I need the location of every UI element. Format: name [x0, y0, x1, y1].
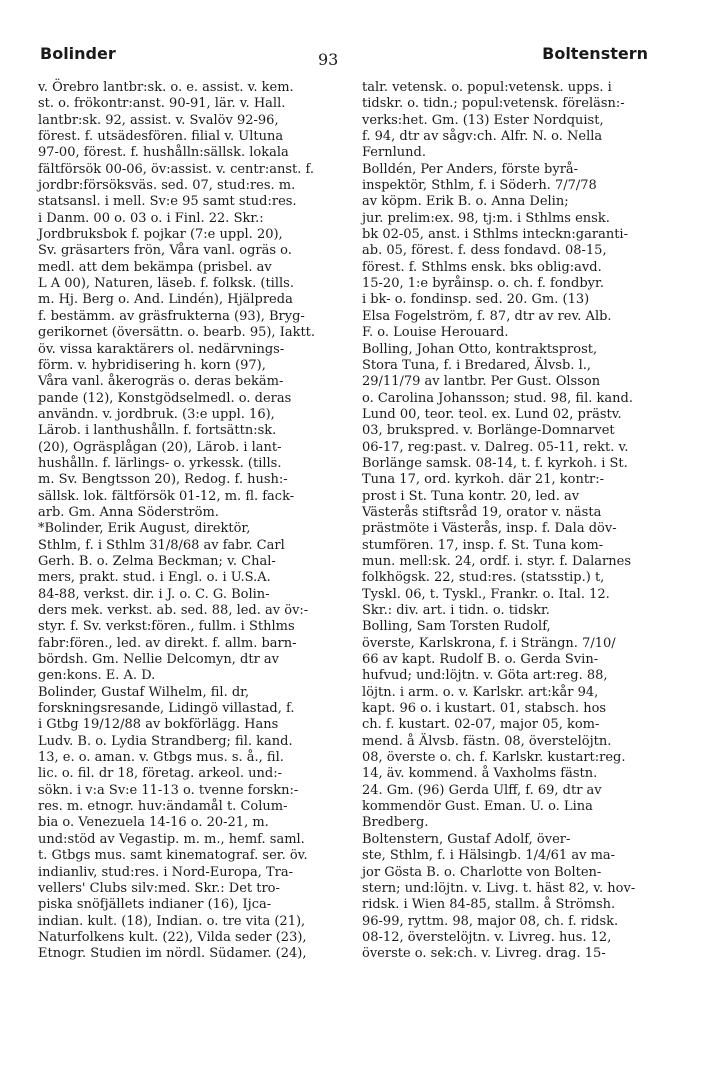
text-line: i Danm. 00 o. 03 o. i Finl. 22. Skr.:	[38, 210, 264, 226]
text-line: f. bestämm. av gräsfrukterna (93), Bryg-	[38, 308, 305, 324]
text-line: v. Örebro lantbr:sk. o. e. assist. v. kem.	[38, 80, 294, 95]
text-line: indian. kult. (18), Indian. o. tre vita (21),	[38, 913, 306, 929]
text-line: ch. f. kustart. 02-07, major 05, kom-	[362, 717, 600, 733]
text-line: 14, äv. kommend. å Vaxholms fästn.	[362, 766, 598, 782]
text-line: 84-88, verkst. dir. i J. o. C. G. Bolin-	[38, 586, 270, 602]
text-line: Jordbruksbok f. pojkar (7:e uppl. 20),	[38, 227, 283, 243]
text-line: Elsa Fogelström, f. 87, dtr av rev. Alb.	[362, 308, 612, 324]
running-head-right: Boltenstern	[542, 44, 648, 63]
text-line: bördsh. Gm. Nellie Delcomyn, dtr av	[38, 652, 280, 668]
text-line: medl. att dem bekämpa (prisbel. av	[38, 259, 272, 275]
text-line: användn. v. jordbruk. (3:e uppl. 16),	[38, 406, 275, 422]
text-line: Tyskl. 06, t. Tyskl., Frankr. o. Ital. 12.	[362, 586, 610, 602]
text-line: 97-00, förest. f. hushålln:sällsk. lokala	[38, 145, 289, 161]
text-line: 66 av kapt. Rudolf B. o. Gerda Svin-	[362, 652, 599, 668]
text-line: öv. vissa karaktärers ol. nedärvnings-	[38, 341, 285, 357]
text-line: Etnogr. Studien im nördl. Südamer. (24),	[38, 946, 307, 962]
text-line: sökn. i v:a Sv:e 11-13 o. tvenne forskn:-	[38, 782, 299, 798]
text-line: 13, e. o. aman. v. Gtbgs mus. s. å., fil.	[38, 750, 284, 766]
text-line: överste, Karlskrona, f. i Strängn. 7/10/	[362, 635, 616, 651]
text-line: löjtn. i arm. o. v. Karlskr. art:kår 94,	[362, 684, 599, 700]
text-line: o. Carolina Johansson; stud. 98, fil. kand.	[362, 390, 633, 406]
text-line: indianliv, stud:res. i Nord-Europa, Tra-	[38, 864, 294, 880]
text-line: 03, brukspred. v. Borlänge-Domnarvet	[362, 423, 615, 439]
text-line: 29/11/79 av lantbr. Per Gust. Olsson	[362, 374, 601, 390]
text-line: res. m. etnogr. huv:ändamål t. Colum-	[38, 799, 288, 815]
text-line: f. 94, dtr av sågv:ch. Alfr. N. o. Nella	[362, 129, 603, 145]
text-line: 15-20, 1:e byråinsp. o. ch. f. fondbyr.	[362, 276, 604, 292]
text-line: prost i St. Tuna kontr. 20, led. av	[362, 488, 580, 504]
text-line: folkhögsk. 22, stud:res. (statsstip.) t,	[362, 570, 605, 586]
text-line: F. o. Louise Herouard.	[362, 325, 509, 341]
page-number: 93	[318, 50, 339, 69]
text-line: 24. Gm. (96) Gerda Ulff, f. 69, dtr av	[362, 782, 602, 798]
text-line: hufvud; und:löjtn. v. Göta art:reg. 88,	[362, 668, 608, 684]
text-line: ridsk. i Wien 84-85, stallm. å Strömsh.	[362, 897, 616, 913]
page-header	[0, 44, 704, 74]
text-line: Sv. gräsarters frön, Våra vanl. ogräs o.	[38, 243, 292, 259]
text-line: stern; und:löjtn. v. Livg. t. häst 82, v. hov-	[362, 880, 636, 896]
text-line: Bolling, Johan Otto, kontraktsprost,	[362, 341, 598, 357]
text-line: Bolldén, Per Anders, förste byrå-	[362, 161, 579, 177]
running-head-left: Bolinder	[40, 44, 116, 63]
text-line: ste, Sthlm, f. i Hälsingb. 1/4/61 av ma-	[362, 848, 616, 864]
right-text-column	[362, 80, 646, 963]
text-line: jordbr:försöksväs. sed. 07, stud:res. m.	[38, 178, 296, 194]
text-line: L A 00), Naturen, läseb. f. folksk. (tills.	[38, 276, 294, 292]
text-line: 08-12, överstelöjtn. v. Livreg. hus. 12,	[362, 929, 612, 945]
text-line: m. Hj. Berg o. And. Lindén), Hjälpreda	[38, 292, 293, 308]
text-line: arb. Gm. Anna Söderström.	[38, 504, 219, 520]
text-line: av köpm. Erik B. o. Anna Delin;	[362, 194, 569, 210]
text-line: pande (12), Konstgödselmedl. o. deras	[38, 390, 292, 406]
text-line: stumfören. 17, insp. f. St. Tuna kom-	[362, 537, 604, 553]
text-line: gerikornet (översättn. o. bearb. 95), Iaktt.	[38, 325, 316, 341]
text-line: bk 02-05, anst. i Sthlms inteckn:garanti-	[362, 227, 628, 243]
text-line: överste o. sek:ch. v. Livreg. drag. 15-	[362, 946, 606, 962]
text-line: gen:kons. E. A. D.	[38, 668, 156, 684]
text-line: styr. f. Sv. verkst:fören., fullm. i Sthlms	[38, 619, 295, 635]
text-line: jur. prelim:ex. 98, tj:m. i Sthlms ensk.	[362, 210, 610, 226]
text-line: 08, överste o. ch. f. Karlskr. kustart:reg.	[362, 750, 626, 766]
text-line: Sthlm, f. i Sthlm 31/8/68 av fabr. Carl	[38, 537, 285, 553]
text-line: Bolinder, Gustaf Wilhelm, fil. dr,	[38, 684, 250, 700]
text-line: verks:het. Gm. (13) Ester Nordquist,	[362, 112, 604, 128]
text-line: Västerås stiftsråd 19, orator v. nästa	[362, 504, 602, 520]
text-line: i Gtbg 19/12/88 av bokförlägg. Hans	[38, 717, 279, 733]
text-line: jor Gösta B. o. Charlotte von Bolten-	[362, 864, 602, 880]
text-line: Ludv. B. o. Lydia Strandberg; fil. kand.	[38, 733, 293, 749]
text-line: inspektör, Sthlm, f. i Söderh. 7/7/78	[362, 178, 597, 194]
text-line: 06-17, reg:past. v. Dalreg. 05-11, rekt. v.	[362, 439, 629, 455]
text-line: statsansl. i mell. Sv:e 95 samt stud:res.	[38, 194, 297, 210]
text-line: Våra vanl. åkerogräs o. deras bekäm-	[38, 374, 284, 390]
text-line: i bk- o. fondinsp. sed. 20. Gm. (13)	[362, 292, 590, 308]
text-line: bia o. Venezuela 14-16 o. 20-21, m.	[38, 815, 269, 831]
text-line: st. o. frökontr:anst. 90-91, lär. v. Hall.	[38, 96, 286, 112]
text-line: mers, prakt. stud. i Engl. o. i U.S.A.	[38, 570, 271, 586]
text-line: mun. mell:sk. 24, ordf. i. styr. f. Dalarnes	[362, 553, 632, 569]
text-line: Lärob. i lanthushålln. f. fortsättn:sk.	[38, 423, 277, 439]
text-line: prästmöte i Västerås, insp. f. Dala döv-	[362, 521, 617, 537]
text-line: Tuna 17, ord. kyrkoh. där 21, kontr:-	[362, 472, 605, 488]
text-line: lic. o. fil. dr 18, företag. arkeol. und:-	[38, 766, 283, 782]
text-line: t. Gtbgs mus. samt kinematograf. ser. öv.	[38, 848, 308, 864]
text-line: Gerh. B. o. Zelma Beckman; v. Chal-	[38, 553, 276, 569]
text-line: (20), Ogräsplågan (20), Lärob. i lant-	[38, 439, 282, 455]
text-line: ders mek. verkst. ab. sed. 88, led. av öv:-	[38, 603, 309, 618]
text-line: Lund 00, teor. teol. ex. Lund 02, prästv.	[362, 406, 622, 422]
text-line: Fernlund.	[362, 145, 426, 161]
text-line: kommendör Gust. Eman. U. o. Lina	[362, 799, 593, 815]
text-line: Bredberg.	[362, 815, 429, 831]
text-line: hushålln. f. lärlings- o. yrkessk. (tills.	[38, 455, 282, 471]
text-line: vellers' Clubs silv:med. Skr.: Det tro-	[38, 880, 280, 896]
text-line: *Bolinder, Erik August, direktör,	[38, 521, 251, 537]
text-line: forskningsresande, Lidingö villastad, f.	[38, 701, 295, 717]
text-line: tidskr. o. tidn.; popul:vetensk. föreläsn:-	[362, 96, 625, 112]
text-line: Bolling, Sam Torsten Rudolf,	[362, 619, 551, 635]
text-line: und:stöd av Vegastip. m. m., hemf. saml.	[38, 831, 305, 847]
text-line: Stora Tuna, f. i Bredared, Älvsb. l.,	[362, 357, 591, 373]
text-line: Boltenstern, Gustaf Adolf, över-	[362, 831, 571, 847]
text-line: Borlänge samsk. 08-14, t. f. kyrkoh. i St.	[362, 455, 628, 471]
text-line: lantbr:sk. 92, assist. v. Svalöv 92-96,	[38, 112, 279, 128]
text-line: Skr.: div. art. i tidn. o. tidskr.	[362, 603, 550, 618]
text-line: förest. f. Sthlms ensk. bks oblig:avd.	[362, 259, 602, 275]
text-line: sällsk. lok. fältförsök 01-12, m. fl. fack-	[38, 488, 295, 504]
text-line: fältförsök 00-06, öv:assist. v. centr:anst. f.	[38, 161, 315, 177]
text-line: ab. 05, förest. f. dess fondavd. 08-15,	[362, 243, 607, 259]
text-line: talr. vetensk. o. popul:vetensk. upps. i	[362, 80, 612, 95]
text-line: förest. f. utsädesfören. filial v. Ultuna	[38, 129, 284, 145]
text-line: m. Sv. Bengtsson 20), Redog. f. hush:-	[38, 472, 288, 488]
text-line: Naturfolkens kult. (22), Vilda seder (23),	[38, 929, 307, 945]
text-line: fabr:fören., led. av direkt. f. allm. barn-	[38, 635, 297, 651]
text-line: 96-99, ryttm. 98, major 08, ch. f. ridsk.	[362, 913, 619, 929]
left-text-column	[38, 80, 334, 963]
text-line: piska snöfjällets indianer (16), Ijca-	[38, 897, 272, 913]
text-line: mend. å Älvsb. fästn. 08, överstelöjtn.	[362, 733, 612, 749]
text-line: förm. v. hybridisering h. korn (97),	[38, 357, 266, 373]
text-line: kapt. 96 o. i kustart. 01, stabsch. hos	[362, 701, 607, 717]
